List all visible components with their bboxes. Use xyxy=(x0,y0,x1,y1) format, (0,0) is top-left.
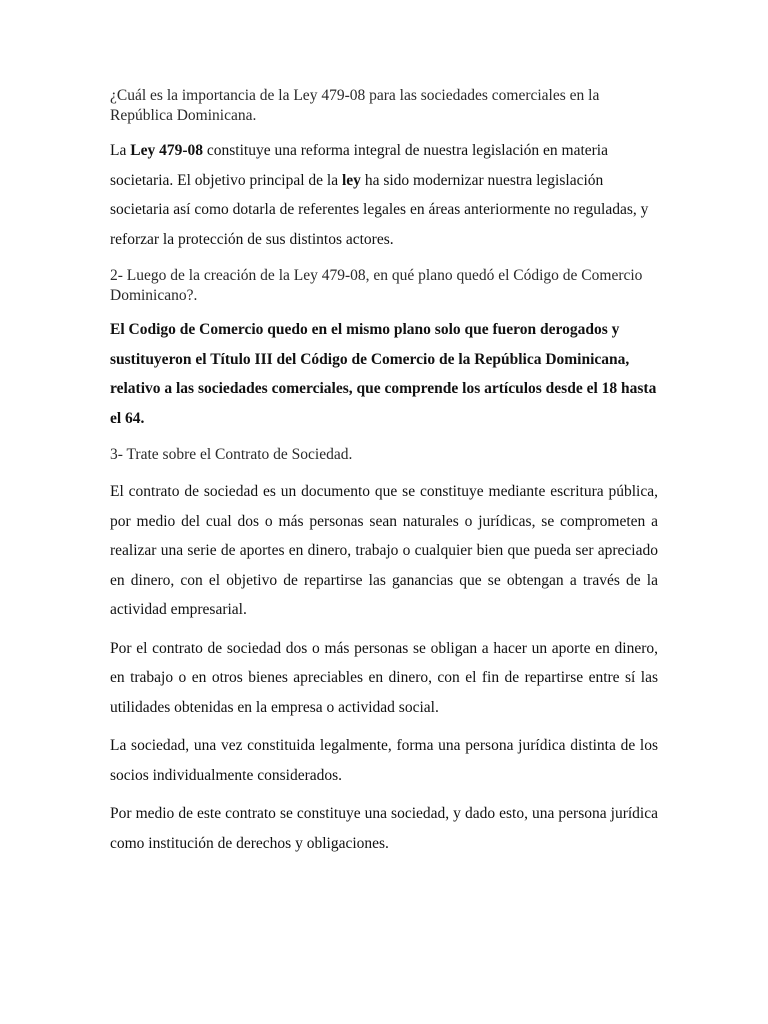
answer-3-paragraph-3: La sociedad, una vez constituida legalmente, forma una persona jurídica distinta de los socios individualmente considerados. xyxy=(110,737,658,784)
answer-1-text-3: ha sido modernizar nuestra legislación societaria así como dotarla de referentes legales en áreas anteriormente no reguladas, y reforzar la protección de sus distintos actores. xyxy=(110,171,649,248)
answer-1-text-1: La xyxy=(110,142,131,159)
answer-2: El Codigo de Comercio quedo en el mismo plano solo que fueron derogados y sustituyeron el Título III del Código de Comercio de la República Dominicana, relativo a las sociedades comerciales, que comprende los artículos desde el 18 hasta el 64. xyxy=(110,321,657,427)
answer-1-bold-ley: ley xyxy=(342,171,361,189)
answer-3-paragraph-2: Por el contrato de sociedad dos o más personas se obligan a hacer un aporte en dinero, en trabajo o en otros bienes apreciables en dinero, con el fin de repartirse entre sí las utilidades obtenidas en la empresa o actividad social. xyxy=(110,639,658,716)
answer-3-paragraph-4: Por medio de este contrato se constituye una sociedad, y dado esto, una persona jurídica como institución de derechos y obligaciones. xyxy=(110,805,658,852)
answer-1 xyxy=(110,136,658,254)
question-1: ¿Cuál es la importancia de la Ley 479-08 para las sociedades comerciales en la República Dominicana. xyxy=(110,87,600,124)
question-3: 3- Trate sobre el Contrato de Sociedad. xyxy=(110,446,353,463)
answer-1-text-2: constituye una reforma integral de nuestra legislación en materia societaria. El objetivo principal de la xyxy=(110,142,608,189)
question-2: 2- Luego de la creación de la Ley 479-08, en qué plano quedó el Código de Comercio Dominicano?. xyxy=(110,267,643,304)
answer-1-bold-law: Ley 479-08 xyxy=(130,142,203,159)
document-page xyxy=(110,86,658,858)
answer-3-paragraph-1: El contrato de sociedad es un documento que se constituye mediante escritura pública, por medio del cual dos o más personas sean naturales o jurídicas, se comprometen a realizar una serie de aportes en dinero, trabajo o cualquier bien que pueda ser apreciado en dinero, con el objetivo de repartirse las ganancias que se obtengan a través de la actividad empresarial. xyxy=(110,483,658,618)
